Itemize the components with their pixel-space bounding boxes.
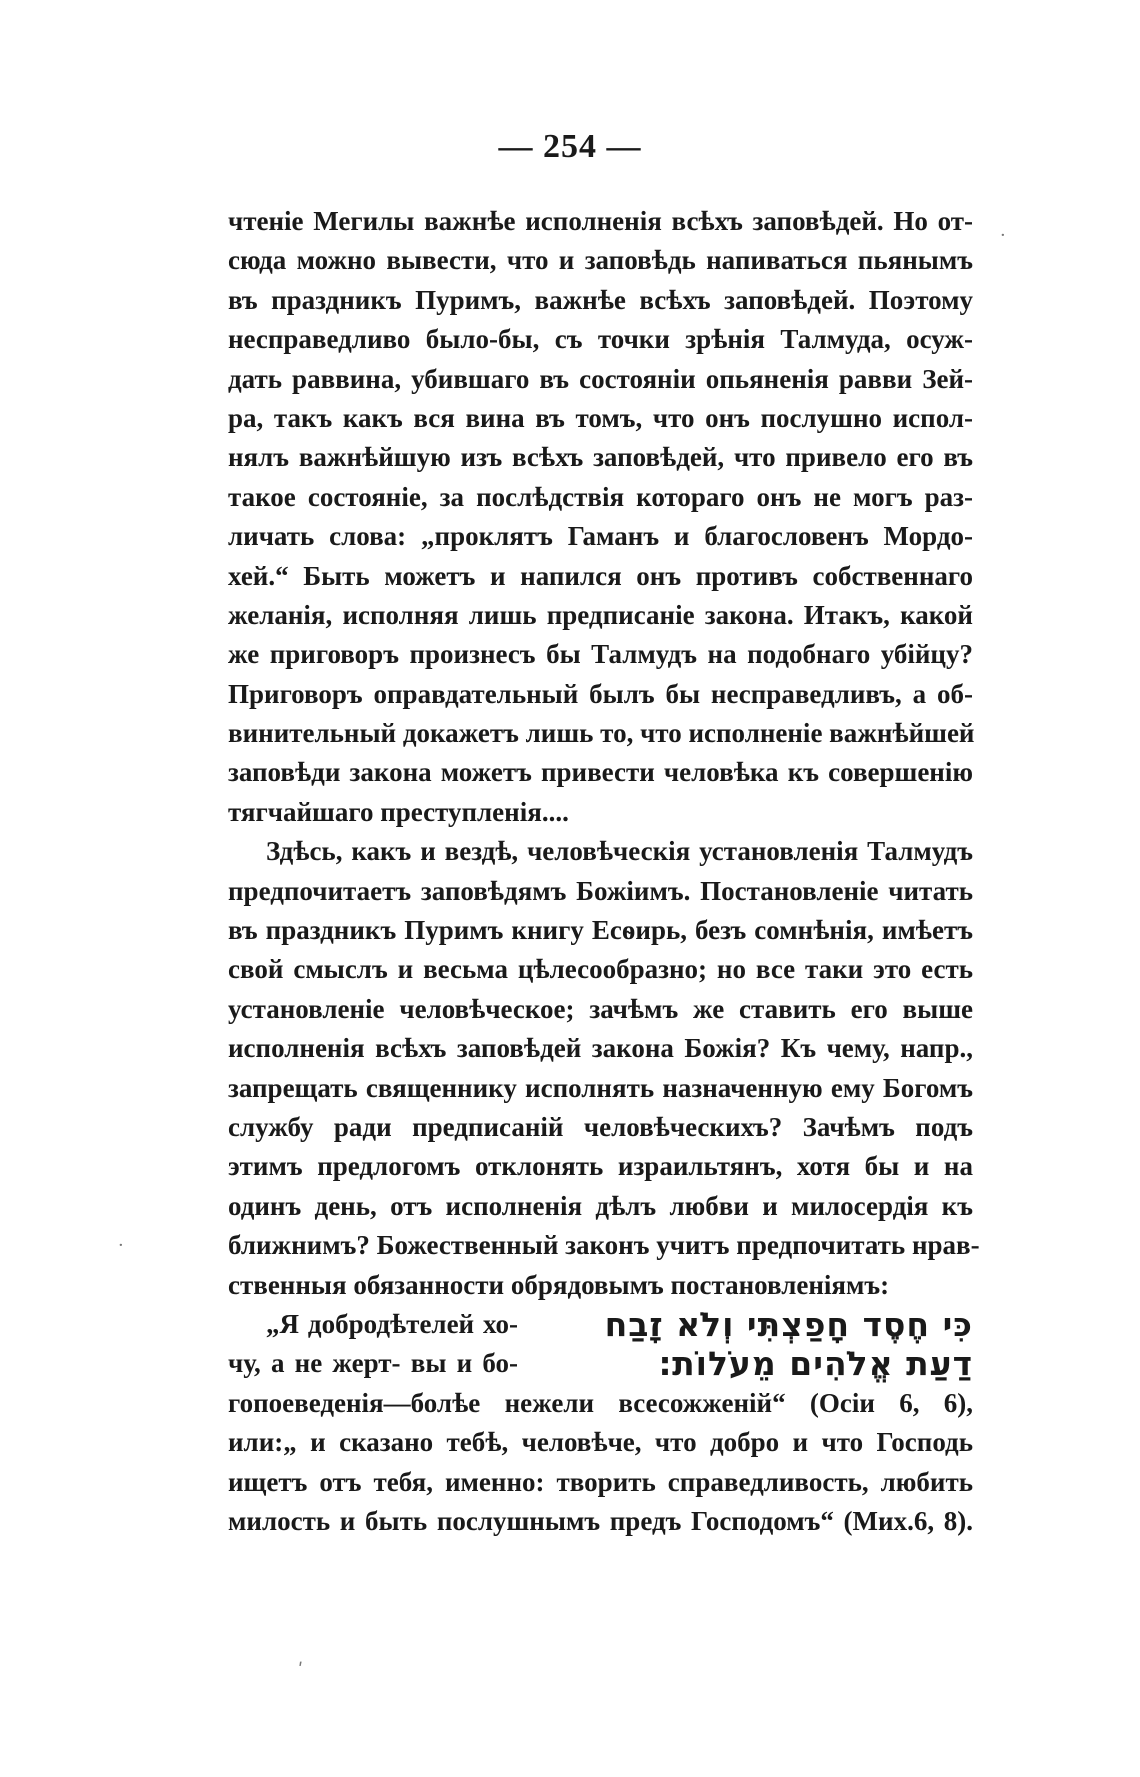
text-line: исполненія всѣхъ заповѣдей закона Божія? Къ чему, напр., (228, 1033, 973, 1064)
text-line: гопоеведенія—болѣе нежели всесожженій“ (Осіи 6, 6), (228, 1387, 973, 1418)
text-line: ищетъ отъ тебя, именно: творить справедливость, любить (228, 1466, 973, 1497)
text-line: установленіе человѣческое; зачѣмъ же ставить его выше (228, 993, 973, 1024)
quote-line (228, 1344, 973, 1383)
hebrew-text: כִּי חֶסֶד חָפַצְתִּי וְלֹא זָבַח (604, 1304, 973, 1344)
text-line: желанія, исполняя лишь предписаніе закона. Итакъ, какой (228, 599, 973, 630)
text-line: ра, такъ какъ вся вина въ томъ, что онъ послушно испол- (228, 402, 973, 433)
text-line: Приговоръ оправдательный былъ бы несправедливъ, а об- (228, 678, 973, 709)
text-line: сюда можно вывести, что и заповѣдь напиваться пьянымъ (228, 245, 973, 276)
print-speck: · (118, 1235, 124, 1256)
text-line: ближнимъ? Божественный законъ учитъ предпочитать нрав- (228, 1230, 980, 1261)
print-speck: · (1000, 225, 1006, 246)
text-line: службу ради предписаній человѣческихъ? Зачѣмъ подъ (228, 1111, 973, 1142)
text-line: же приговоръ произнесъ бы Талмудъ на подобнаго убійцу? (228, 639, 973, 670)
quote-line (228, 1305, 973, 1344)
text-line: этимъ предлогомъ отклонять израильтянъ, хотя бы и на (228, 1151, 973, 1182)
text-line: ственныя обязанности обрядовымъ постановленіямъ: (228, 1269, 890, 1300)
text-line: свой смыслъ и весьма цѣлесообразно; но все таки это есть (228, 954, 973, 985)
print-speck: ʹ (298, 1660, 304, 1681)
text-line: личать слова: „проклятъ Гаманъ и благословенъ Мордо- (228, 521, 973, 552)
text-line: чтеніе Мегилы важнѣе исполненія всѣхъ заповѣдей. Но от- (228, 206, 973, 236)
text-line: милость и быть послушнымъ предъ Господомъ“ (Мих.6, 8). (228, 1505, 973, 1536)
text-line: винительный докажетъ лишь то, что исполненіе важнѣйшей (228, 718, 975, 749)
text-line: предпочитаетъ заповѣдямъ Божіимъ. Постановленіе читать (228, 875, 973, 906)
text-line: заповѣди закона можетъ привести человѣка къ совершенію (228, 757, 973, 788)
text-line: тягчайшаго преступленія.... (228, 796, 569, 827)
quote-russian-text: „Я добродѣтелей хо- (266, 1308, 518, 1339)
text-line: запрещать священнику исполнять назначенную ему Богомъ (228, 1072, 973, 1103)
text-line: нялъ важнѣйшую изъ всѣхъ заповѣдей, что привело его въ (228, 442, 973, 473)
text-line: несправедливо было-бы, съ точки зрѣнія Талмуда, осуж- (228, 324, 973, 355)
text-line: хей.“ Быть можетъ и напился онъ противъ собственнаго (228, 560, 973, 591)
body-text (228, 202, 980, 1541)
text-line: Здѣсь, какъ и вездѣ, человѣческія установленія Талмудъ (266, 836, 973, 867)
page-number: — 254 — (498, 128, 642, 165)
text-line: или:„ и сказано тебѣ, человѣче, что добро и что Господь (228, 1427, 973, 1458)
quote-russian-text: чу, а не жерт- вы и бо- (228, 1348, 518, 1379)
hebrew-text: דַעַת אֱלֹהִים מֵעֹלוֹת׃ (658, 1344, 973, 1384)
text-line: одинъ день, отъ исполненія дѣлъ любви и милосердія къ (228, 1190, 973, 1221)
text-line: въ праздникъ Пуримъ, важнѣе всѣхъ заповѣдей. Поэтому (228, 284, 973, 315)
text-line: дать раввина, убившаго въ состояніи опьяненія равви Зей- (228, 363, 973, 394)
text-line: въ праздникъ Пуримъ книгу Есѳирь, безъ сомнѣнія, имѣетъ (228, 915, 973, 946)
text-line: такое состояніе, за послѣдствія котораго онъ не могъ раз- (228, 481, 973, 512)
